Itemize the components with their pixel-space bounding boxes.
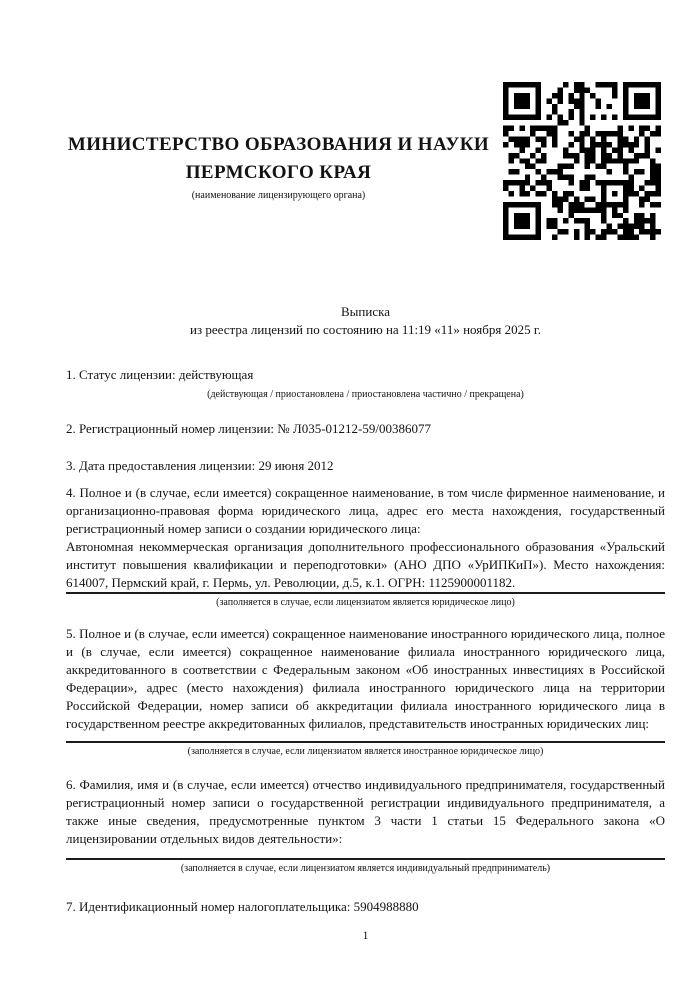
qr-code-svg bbox=[503, 82, 661, 240]
page-number: 1 bbox=[362, 928, 369, 942]
individual-entrepreneur-label: 6. Фамилия, имя и (в случае, если имеется) отчество индивидуального предпринимателя, государственный регистрационный номер записи о государственной регистрации индивидуального предпринимателя, а также иные сведения, предусмотренные пунктом 3 части 1 статьи 15 Федерального закона «О лицензировании отдельных видов деятельности»: bbox=[66, 777, 665, 846]
field-registration-number bbox=[66, 420, 665, 438]
field-taxpayer-id bbox=[66, 898, 665, 916]
license-status-options-caption: (действующая / приостановлена / приостановлена частично / прекращена) bbox=[207, 389, 524, 400]
document-title-line2: из реестра лицензий по состоянию на 11:19 «11» ноября 2025 г. bbox=[190, 322, 541, 337]
taxpayer-id-text: 7. Идентификационный номер налогоплательщика: 5904988880 bbox=[66, 899, 419, 914]
field-foreign-entity-info bbox=[66, 625, 665, 758]
field-license-status bbox=[66, 366, 665, 401]
field-individual-entrepreneur-info bbox=[66, 776, 665, 875]
field-license-grant-date bbox=[66, 457, 665, 475]
license-grant-date-text: 3. Дата предоставления лицензии: 29 июня 2012 bbox=[66, 458, 334, 473]
legal-entity-info-label: 4. Полное и (в случае, если имеется) сокращенное наименование, в том числе фирменное наименование, и организационно-правовая форма юридического лица, адрес его места нахождения, государственный регистрационный номер записи о создании юридического лица: bbox=[66, 485, 665, 536]
individual-entrepreneur-caption: (заполняется в случае, если лицензиатом является индивидуальный предприниматель) bbox=[180, 863, 551, 874]
document-title-line1: Выписка bbox=[341, 304, 390, 319]
fill-line bbox=[66, 858, 665, 860]
legal-entity-info-value: Автономная некоммерческая организация дополнительного профессионального образования «Уральский институт повышения квалификации и переподготовки» (АНО ДПО «УрИПКиП»). Место нахождения: 614007, Пермский край, г. Пермь, ул. Революции, д.5, к.1. ОГРН: 1125900001182. bbox=[66, 539, 665, 590]
foreign-entity-caption: (заполняется в случае, если лицензиатом является иностранное юридическое лицо) bbox=[187, 746, 544, 757]
ministry-name-line1: МИНИСТЕРСТВО ОБРАЗОВАНИЯ И НАУКИ bbox=[67, 134, 490, 155]
fill-line bbox=[66, 741, 665, 743]
document-title bbox=[66, 303, 665, 339]
qr-code bbox=[503, 82, 661, 240]
foreign-entity-info-label: 5. Полное и (в случае, если имеется) сокращенное наименование иностранного юридического лица, полное и (в случае, если имеется) сокращенное наименование филиала иностранного юридического лица, аккредитованного в соответствии с Федеральным законом «Об иностранных инвестициях в Российской Федерации», адрес (место нахождения) филиала иностранного юридического лица на территории Российской Федерации, номер записи об аккредитации филиала иностранного юридического лица в государственном реестре аккредитованных филиалов, представительств иностранных юридических лиц: bbox=[66, 626, 665, 731]
ministry-name-line2: ПЕРМСКОГО КРАЯ bbox=[185, 162, 372, 183]
fill-line bbox=[66, 592, 665, 594]
legal-entity-caption: (заполняется в случае, если лицензиатом является юридическое лицо) bbox=[216, 597, 515, 608]
license-status-text: 1. Статус лицензии: действующая bbox=[66, 367, 254, 382]
field-legal-entity-info bbox=[66, 484, 665, 609]
registration-number-text: 2. Регистрационный номер лицензии: № Л035-01212-59/00386077 bbox=[66, 421, 432, 436]
licensing-authority-caption: (наименование лицензирующего органа) bbox=[191, 190, 366, 201]
letterhead bbox=[66, 131, 491, 202]
